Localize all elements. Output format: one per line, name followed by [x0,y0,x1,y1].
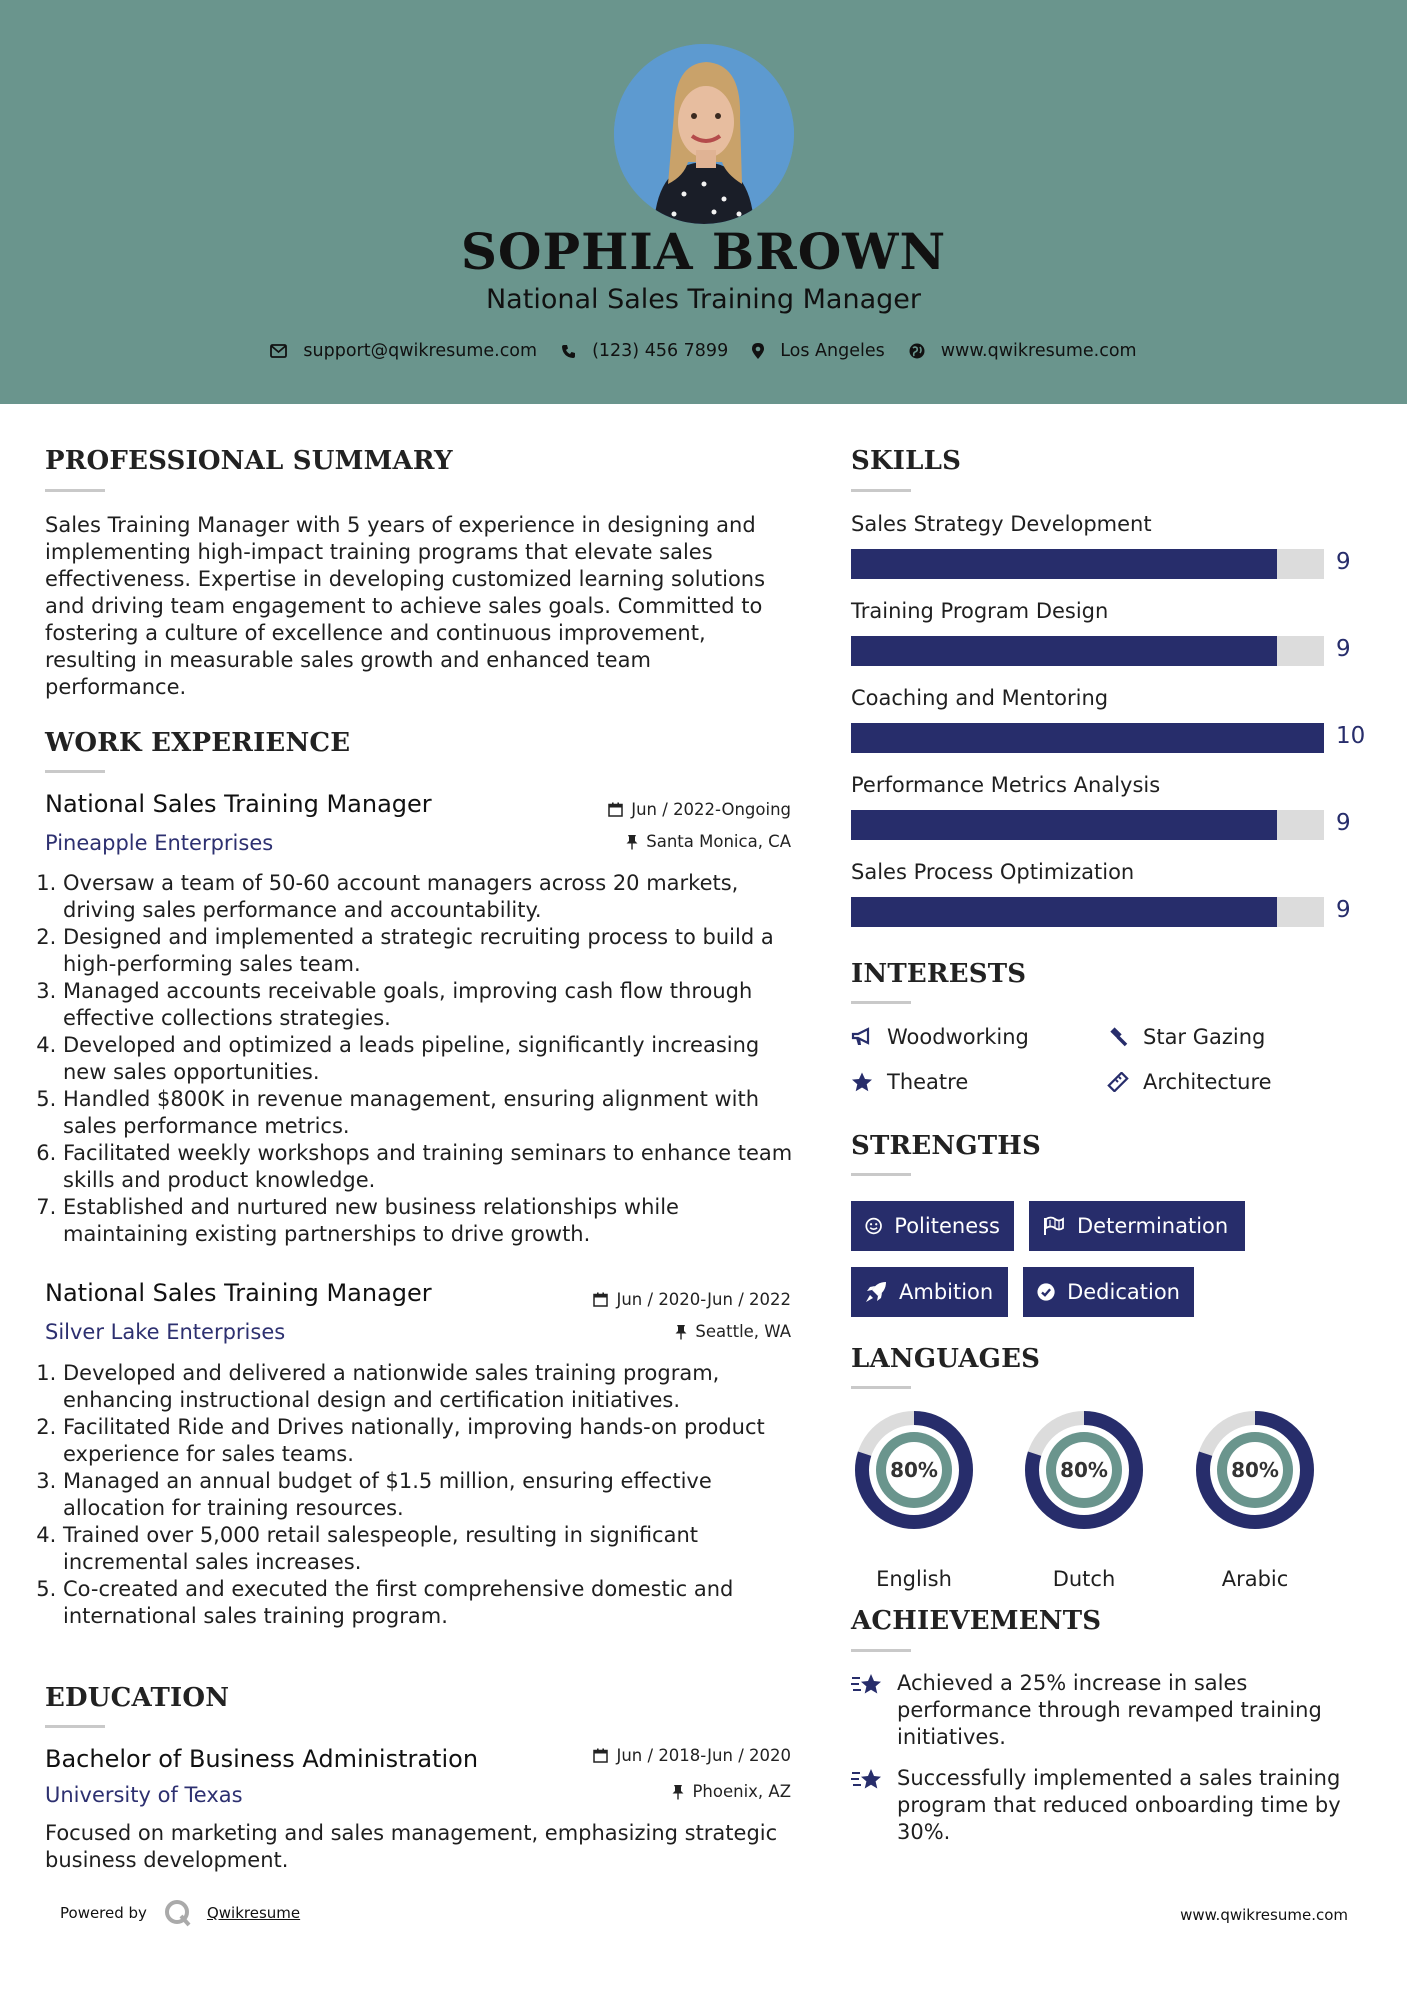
list-item: 4. Developed and optimized a leads pipeline, significantly increasing new sales opportunities. [63,1032,803,1086]
language-ring [851,1407,977,1533]
calendar-icon [608,802,623,817]
skill-bar-track [851,549,1324,579]
skill-bar-track [851,810,1324,840]
experience-heading: WORK EXPERIENCE [45,728,351,758]
list-item: 2. Designed and implemented a strategic recruiting process to build a high-performing sales team. [63,924,803,978]
gavel-icon [1107,1027,1129,1047]
header-banner [0,0,1407,404]
language-item [851,1407,977,1591]
job-1-dates [491,800,791,819]
interests-rule [851,1001,911,1004]
skills-rule [851,489,911,492]
pushpin-icon [626,834,638,850]
job-1-company: Pineapple Enterprises [45,831,274,855]
experience-rule [45,770,105,773]
candidate-name: SOPHIA BROWN [460,222,947,281]
list-item: 1. Developed and delivered a nationwide sales training program, enhancing instructional design and certification initiatives. [63,1360,803,1414]
strength-label: Politeness [894,1214,1000,1238]
achievements-rule [851,1649,911,1652]
footer-site-link[interactable]: www.qwikresume.com [1180,1906,1348,1924]
map-marker-icon [752,343,764,359]
list-item: 1. Oversaw a team of 50-60 account managers across 20 markets, driving sales performance and accountability. [63,870,803,924]
summary-text: Sales Training Manager with 5 years of experience in designing and implementing high-impact training programs that elevate sales effectiveness. Expertise in developing customized learning solutions and driving team engagement to achieve sales goals. Committed to fostering a culture of excellence and continuous improvement, resulting in measurable sales growth and enhanced team performance. [45,513,766,699]
skill-bar-track [851,897,1324,927]
job-2-location [491,1322,791,1341]
skill-bar-track [851,636,1324,666]
contact-phone[interactable] [561,341,728,361]
skill-bar-fill [851,810,1277,840]
skill-bar-fill [851,549,1277,579]
strength-label: Ambition [899,1280,994,1304]
language-ring [1021,1407,1147,1533]
skill-score: 9 [1336,897,1351,923]
language-name: English [876,1567,952,1591]
skill-bar-track [851,723,1324,753]
job-1-location [491,832,791,851]
interest-item [1107,1070,1272,1094]
contact-email[interactable] [270,341,537,361]
star-icon [851,1072,873,1092]
bullhorn-icon [851,1027,873,1047]
interest-label: Theatre [887,1070,969,1094]
contact-location [752,341,885,361]
envelope-icon [270,344,287,358]
globe-icon [909,343,925,359]
skill-bar-fill [851,636,1277,666]
shooting-star-icon [851,1767,883,1793]
achievement-item [851,1765,1361,1846]
contact-website[interactable] [909,341,1137,361]
skills-heading: SKILLS [851,446,962,476]
education-location-text: Phoenix, AZ [692,1782,791,1801]
candidate-role: National Sales Training Manager [485,284,921,315]
strength-badge [851,1201,1014,1251]
portrait-image [614,44,794,224]
languages-heading: LANGUAGES [851,1344,1041,1374]
calendar-icon [593,1748,608,1763]
list-item: 5. Handled $800K in revenue management, ensuring alignment with sales performance metrics. [63,1086,803,1140]
achievement-text: Successfully implemented a sales training program that reduced onboarding time by 30%. [897,1766,1341,1844]
pushpin-icon [675,1324,687,1340]
strengths-heading: STRENGTHS [851,1131,1042,1161]
powered-by-text: Powered by [60,1904,147,1922]
skill-score: 9 [1336,549,1351,575]
rocket-icon [865,1281,887,1303]
interest-item [1107,1025,1265,1049]
strength-label: Determination [1077,1214,1229,1238]
achievement-item [851,1670,1361,1751]
interest-item [851,1025,1029,1049]
job-2-dates [491,1290,791,1309]
list-item: 3. Managed an annual budget of $1.5 million, ensuring effective allocation for training resources. [63,1468,803,1522]
language-item [1192,1407,1318,1591]
language-percent: 80% [1231,1458,1279,1482]
job-1-location-text: Santa Monica, CA [646,832,791,851]
job-2-dates-text: Jun / 2020-Jun / 2022 [616,1290,791,1309]
skill-label: Sales Process Optimization [851,860,1135,884]
list-item: 3. Managed accounts receivable goals, improving cash flow through effective collections strategies. [63,978,803,1032]
language-percent: 80% [1060,1458,1108,1482]
job-2-title: National Sales Training Manager [45,1279,432,1307]
strengths-rule [851,1173,911,1176]
flag-icon [1043,1216,1065,1236]
language-name: Dutch [1052,1567,1116,1591]
pushpin-icon [672,1784,684,1800]
achievement-text: Achieved a 25% increase in sales performance through revamped training initiatives. [897,1671,1322,1749]
job-1-title: National Sales Training Manager [45,790,432,818]
education-dates [491,1746,791,1765]
smile-icon [865,1216,882,1236]
skill-label: Sales Strategy Development [851,512,1152,536]
education-text: Focused on marketing and sales management, emphasizing strategic business development. [45,1821,778,1872]
language-percent: 80% [890,1458,938,1482]
interest-label: Woodworking [887,1025,1029,1049]
strength-badge [851,1267,1008,1317]
summary-rule [45,489,105,492]
job-1-dates-text: Jun / 2022-Ongoing [631,800,791,819]
list-item: 2. Facilitated Ride and Drives nationally, improving hands-on product experience for sales teams. [63,1414,803,1468]
language-ring [1192,1407,1318,1533]
languages-rule [851,1386,911,1389]
education-dates-text: Jun / 2018-Jun / 2020 [616,1746,791,1765]
check-circle-icon [1037,1282,1055,1302]
skill-label: Performance Metrics Analysis [851,773,1161,797]
education-location [491,1782,791,1801]
skill-bar-fill [851,897,1277,927]
skill-label: Coaching and Mentoring [851,686,1109,710]
interests-heading: INTERESTS [851,959,1027,989]
achievements-heading: ACHIEVEMENTS [851,1606,1102,1636]
list-item: 7. Established and nurtured new business relationships while maintaining existing partnerships to drive growth. [63,1194,803,1248]
language-name: Arabic [1221,1567,1289,1591]
education-rule [45,1725,105,1728]
interest-item [851,1070,968,1094]
summary-heading: PROFESSIONAL SUMMARY [45,446,453,476]
job-1-list [45,870,803,1248]
contact-phone-text: (123) 456 7899 [592,341,729,361]
list-item: 5. Co-created and executed the first comprehensive domestic and international sales training program. [63,1576,803,1630]
job-2-company: Silver Lake Enterprises [45,1320,286,1344]
interest-label: Architecture [1143,1070,1272,1094]
strength-badge [1023,1267,1194,1317]
education-degree: Bachelor of Business Administration [45,1745,479,1773]
skill-score: 9 [1336,810,1351,836]
contact-row [0,336,1407,366]
footer-powered-by [60,1898,300,1928]
job-2-location-text: Seattle, WA [695,1322,791,1341]
education-heading: EDUCATION [45,1683,230,1713]
list-item: 6. Facilitated weekly workshops and training seminars to enhance team skills and product knowledge. [63,1140,803,1194]
contact-location-text: Los Angeles [780,341,885,361]
contact-email-text: support@qwikresume.com [303,341,538,361]
skill-score: 9 [1336,636,1351,662]
calendar-icon [593,1292,608,1307]
skill-score: 10 [1336,723,1366,749]
shooting-star-icon [851,1672,883,1698]
profile-photo [614,44,794,224]
contact-website-text: www.qwikresume.com [940,341,1137,361]
ruler-icon [1107,1072,1129,1092]
strength-label: Dedication [1067,1280,1180,1304]
interest-label: Star Gazing [1143,1025,1266,1049]
education-school: University of Texas [45,1783,243,1807]
phone-icon [561,344,576,359]
skill-bar-fill [851,723,1324,753]
job-2-list [45,1360,803,1630]
strength-badge [1029,1201,1245,1251]
qwikresume-logo-icon [163,1898,193,1928]
brand-link[interactable]: Qwikresume [206,1904,301,1922]
list-item: 4. Trained over 5,000 retail salespeople, resulting in significant incremental sales increases. [63,1522,803,1576]
language-item [1021,1407,1147,1591]
skill-label: Training Program Design [851,599,1109,623]
